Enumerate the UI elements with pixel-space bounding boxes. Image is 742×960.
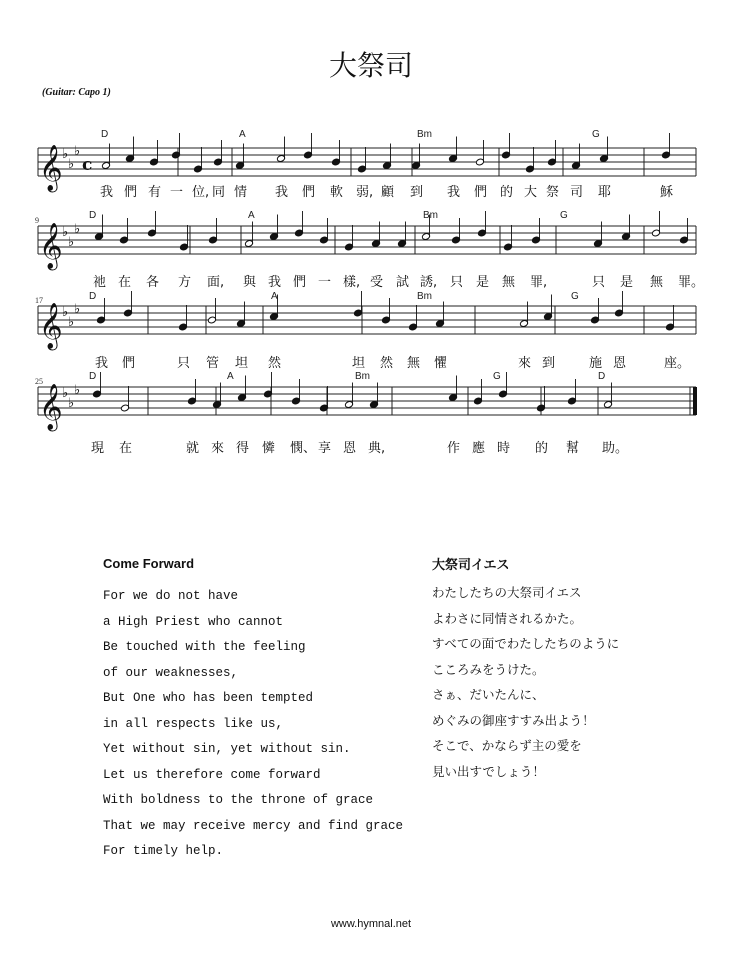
lyric-syllable: 位, [192, 185, 210, 200]
chord-symbol: A [271, 291, 278, 302]
lyric-syllable: 方 [178, 275, 192, 290]
english-line: in all respects like us, [103, 716, 284, 731]
lyric-syllable: 罪。 [678, 275, 705, 290]
japanese-line: わたしたちの大祭司イエス [432, 585, 582, 600]
chord-symbol: D [89, 371, 97, 382]
english-line: For timely help. [103, 844, 224, 858]
english-line: Let us therefore come forward [103, 767, 321, 782]
lyric-syllable: 我 [268, 275, 282, 290]
flat-icon: ♭ [68, 235, 75, 250]
lyric-syllable: 的 [535, 441, 549, 456]
chord-symbol: A [227, 371, 234, 382]
chord-symbol: G [560, 210, 568, 221]
chord-symbol: D [101, 129, 109, 140]
lyric-syllable: 現 [91, 441, 105, 456]
lyric-syllable: 幫 [566, 441, 580, 456]
lyric-syllable: 們 [302, 185, 316, 200]
lyric-syllable: 憫、 [290, 441, 317, 456]
chord-symbol: Bm [417, 129, 432, 140]
english-line: Yet without sin, yet without sin. [103, 742, 351, 756]
flat-icon: ♭ [74, 222, 81, 237]
flat-icon: ♭ [62, 225, 69, 240]
japanese-title: 大祭司イエス [432, 558, 510, 573]
common-time-icon: c [82, 155, 93, 175]
lyric-syllable: 同 [212, 185, 226, 200]
lyric-syllable: 得 [236, 441, 250, 456]
lyric-syllable: 們 [293, 275, 307, 290]
lyric-syllable: 來 [518, 356, 532, 371]
lyric-syllable: 享 [318, 441, 332, 456]
lyric-syllable: 我 [447, 185, 461, 200]
lyric-syllable: 各 [146, 275, 160, 290]
flat-icon: ♭ [74, 144, 81, 159]
lyric-syllable: 就 [186, 441, 200, 456]
chord-symbol: A [248, 210, 255, 221]
lyric-syllable: 們 [122, 356, 136, 371]
lyric-syllable: 祭 [546, 185, 560, 200]
english-line: But One who has been tempted [103, 691, 314, 705]
lyric-syllable: 誘, [420, 275, 438, 290]
song-title: 大祭司 [328, 49, 413, 82]
lyric-syllable: 然 [380, 356, 394, 371]
lyric-syllable: 們 [124, 185, 138, 200]
flat-icon: ♭ [68, 157, 75, 172]
lyric-syllable: 我 [100, 185, 114, 200]
chord-symbol: Bm [417, 291, 432, 302]
japanese-lyrics [432, 580, 619, 784]
final-barline [693, 387, 697, 415]
japanese-line: すべての面でわたしたちのように [432, 636, 620, 651]
lyric-syllable: 司 [570, 185, 584, 200]
lyric-syllable: 然 [268, 356, 282, 371]
lyric-syllable: 是 [476, 275, 490, 290]
lyric-syllable: 情 [234, 185, 248, 200]
chord-symbol: G [571, 291, 579, 302]
lyric-syllable: 大 [524, 185, 538, 200]
footer-site: www.hymnal.net [330, 918, 412, 930]
lyric-syllable: 祂 [93, 275, 107, 290]
lyric-syllable: 無 [502, 275, 516, 290]
english-line: Be touched with the feeling [103, 640, 306, 654]
lyric-syllable: 只 [592, 275, 606, 290]
lyric-syllable: 應 [472, 441, 486, 456]
lyric-syllable: 的 [500, 185, 514, 200]
japanese-line: そこで、かならず主の愛を [432, 738, 582, 753]
chord-symbol: A [239, 129, 246, 140]
lyric-syllable: 面, [207, 275, 225, 290]
flat-icon: ♭ [62, 305, 69, 320]
lyric-syllable: 無 [650, 275, 664, 290]
lyric-syllable: 受 [370, 275, 384, 290]
lyric-syllable: 只 [450, 275, 464, 290]
japanese-line: めぐみの御座すすみ出よう！ [432, 712, 595, 728]
lyric-syllable: 我 [95, 356, 109, 371]
flat-icon: ♭ [62, 147, 69, 162]
measure-number: 25 [35, 377, 43, 386]
chord-symbol: D [89, 210, 97, 221]
lyric-syllable: 罪, [530, 275, 548, 290]
chord-symbol: D [89, 291, 97, 302]
chord-symbol: D [598, 371, 606, 382]
lyric-syllable: 與 [243, 275, 257, 290]
chord-symbol: G [493, 371, 501, 382]
lyric-syllable: 們 [474, 185, 488, 200]
lyric-syllable: 軟 [330, 185, 344, 200]
flat-icon: ♭ [74, 383, 81, 398]
flat-icon: ♭ [68, 315, 75, 330]
english-line: That we may receive mercy and find grace [103, 818, 404, 833]
lyric-syllable: 典, [368, 441, 386, 456]
lyric-syllable: 坦 [235, 356, 249, 371]
lyric-syllable: 在 [119, 441, 133, 456]
lyric-syllable: 恩 [613, 356, 627, 371]
lyric-syllable: 在 [118, 275, 132, 290]
english-line: of our weaknesses, [103, 665, 239, 680]
chord-symbol: G [592, 129, 600, 140]
lyric-syllable: 穌 [660, 185, 674, 200]
chord-symbol: Bm [423, 210, 438, 221]
japanese-line: よわさに同情されるかた。 [432, 610, 583, 626]
lyric-syllable: 來 [211, 441, 225, 456]
treble-clef-icon: 𝄞 [39, 384, 63, 430]
lyric-syllable: 恩 [343, 441, 357, 456]
lyric-syllable: 時 [497, 441, 511, 456]
english-title: Come Forward [103, 556, 195, 571]
japanese-line: さぁ、だいたんに、 [432, 687, 545, 702]
lyric-syllable: 助。 [602, 441, 629, 456]
lyric-syllable: 是 [620, 275, 634, 290]
treble-clef-icon: 𝄞 [39, 303, 63, 349]
japanese-line: こころみをうけた。 [432, 661, 545, 677]
chord-symbol: Bm [355, 371, 370, 382]
lyric-syllable: 無 [407, 356, 421, 371]
measure-number: 17 [35, 296, 43, 305]
lyric-syllable: 試 [396, 275, 410, 290]
lyric-syllable: 到 [542, 356, 556, 371]
english-line: For we do not have [103, 589, 239, 603]
flat-icon: ♭ [68, 396, 75, 411]
lyric-syllable: 弱, [356, 185, 374, 200]
capo-note: (Guitar: Capo 1) [42, 87, 111, 98]
english-line: With boldness to the throne of grace [103, 793, 374, 807]
lyric-syllable: 耶 [598, 185, 612, 200]
lyric-syllable: 管 [206, 356, 220, 371]
flat-icon: ♭ [74, 302, 81, 317]
japanese-line: 見い出すでしょう！ [432, 763, 545, 779]
lyric-syllable: 座。 [664, 356, 691, 371]
measure-number: 9 [35, 216, 39, 225]
flat-icon: ♭ [62, 386, 69, 401]
lyric-syllable: 一 [170, 185, 184, 200]
lyric-syllable: 到 [410, 185, 424, 200]
lyric-syllable: 坦 [352, 356, 366, 371]
lyric-syllable: 有 [148, 185, 162, 200]
lyric-syllable: 作 [447, 441, 461, 456]
lyric-syllable: 樣, [343, 275, 361, 290]
lyric-syllable: 只 [177, 356, 191, 371]
treble-clef-icon: 𝄞 [39, 223, 63, 269]
lyric-syllable: 懼 [434, 356, 448, 371]
english-line: a High Priest who cannot [103, 614, 284, 629]
lyric-syllable: 顧 [381, 185, 395, 200]
lyric-syllable: 我 [275, 185, 289, 200]
lyric-syllable: 施 [589, 356, 603, 371]
english-lyrics [103, 584, 403, 865]
treble-clef-icon: 𝄞 [39, 145, 63, 191]
lyric-syllable: 一 [318, 275, 332, 290]
lyric-syllable: 憐 [262, 441, 276, 456]
